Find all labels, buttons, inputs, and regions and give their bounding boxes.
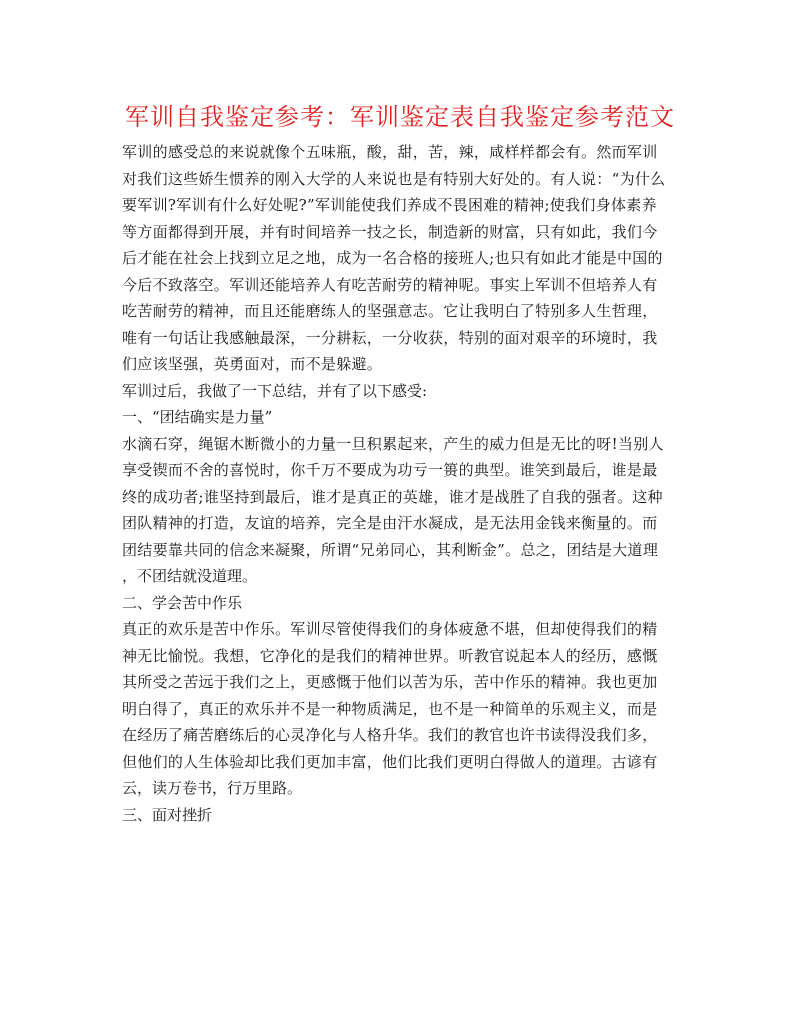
text-line: 神无比愉悦。我想，它净化的是我们的精神世界。听教官说起本人的经历，感慨 — [122, 646, 658, 665]
text-line: 们应该坚强，英勇面对，而不是躲避。 — [122, 355, 383, 373]
paragraph-joy — [122, 616, 682, 802]
section-heading-text: 三、面对挫折 — [122, 805, 213, 824]
text-line: 团结要靠共同的信念来凝聚，所谓“兄弟同心，其利断金”。总之，团结是大道理 — [122, 540, 659, 559]
text-line: 军训过后，我做了一下总结，并有了以下感受: — [122, 381, 428, 400]
section-heading-1 — [122, 404, 682, 431]
text-line: 吃苦耐劳的精神，而且还能磨练人的坚强意志。它让我明白了特别多人生哲理， — [122, 302, 658, 320]
text-line: 今后不致落空。军训还能培养人有吃苦耐劳的精神呢。事实上军训不但培养人有 — [122, 275, 658, 294]
text-line: 终的成功者;谁坚持到最后，谁才是真正的英雄，谁才是战胜了自我的强者。这种 — [122, 487, 663, 506]
text-line: 但他们的人生体验却比我们更加丰富，他们比我们更明白得做人的道理。古谚有 — [122, 752, 658, 771]
text-line: 后才能在社会上找到立足之地，成为一名合格的接班人;也只有如此才能是中国的 — [122, 249, 663, 267]
text-line: 对我们这些娇生惯养的刚入大学的人来说也是有特别大好处的。有人说：“为什么 — [122, 169, 666, 188]
text-line: 唯有一句话让我感触最深，一分耕耘，一分收获，特别的面对艰辛的环境时，我 — [122, 328, 658, 347]
text-line: 云，读万卷书，行万里路。 — [122, 779, 303, 797]
section-heading-text: 一、“团结确实是力量” — [122, 408, 273, 426]
document-body — [122, 139, 682, 828]
text-line: 明白得了，真正的欢乐并不是一种物质满足，也不是一种简单的乐观主义，而是 — [122, 699, 658, 718]
section-heading-3 — [122, 802, 682, 829]
text-line: 要军训?军训有什么好处呢?”军训能使我们养成不畏困难的精神;使我们身体素养 — [122, 196, 657, 214]
text-line: 等方面都得到开展，并有时间培养一技之长，制造新的财富，只有如此，我们今 — [122, 222, 658, 241]
text-line: 在经历了痛苦磨练后的心灵净化与人格升华。我们的教官也许书读得没我们多， — [122, 726, 658, 744]
paragraph-summary-intro — [122, 378, 682, 405]
text-line: 军训的感受总的来说就像个五味瓶，酸，甜，苦，辣，咸样样都会有。然而军训 — [122, 143, 658, 161]
document-title: 军训自我鉴定参考：军训鉴定表自我鉴定参考范文 — [125, 103, 675, 131]
text-line: 其所受之苦远于我们之上，更感慨于他们以苦为乐，苦中作乐的精神。我也更加 — [122, 673, 658, 691]
paragraph-unity — [122, 431, 682, 590]
text-line: 享受锲而不舍的喜悦时，你千万不要成为功亏一篑的典型。谁笑到最后，谁是最 — [122, 461, 658, 479]
paragraph-intro — [122, 139, 682, 378]
text-line: 真正的欢乐是苦中作乐。军训尽管使得我们的身体疲惫不堪，但却使得我们的精 — [122, 620, 658, 638]
section-heading-text: 二、学会苦中作乐 — [122, 593, 243, 612]
text-line: ，不团结就没道理。 — [122, 567, 258, 585]
text-line: 水滴石穿，绳锯木断微小的力量一旦积累起来，产生的威力但是无比的呀!当别人 — [122, 434, 664, 453]
text-line: 团队精神的打造，友谊的培养，完全是由汗水凝成，是无法用金钱来衡量的。而 — [122, 514, 658, 532]
section-heading-2 — [122, 590, 682, 617]
